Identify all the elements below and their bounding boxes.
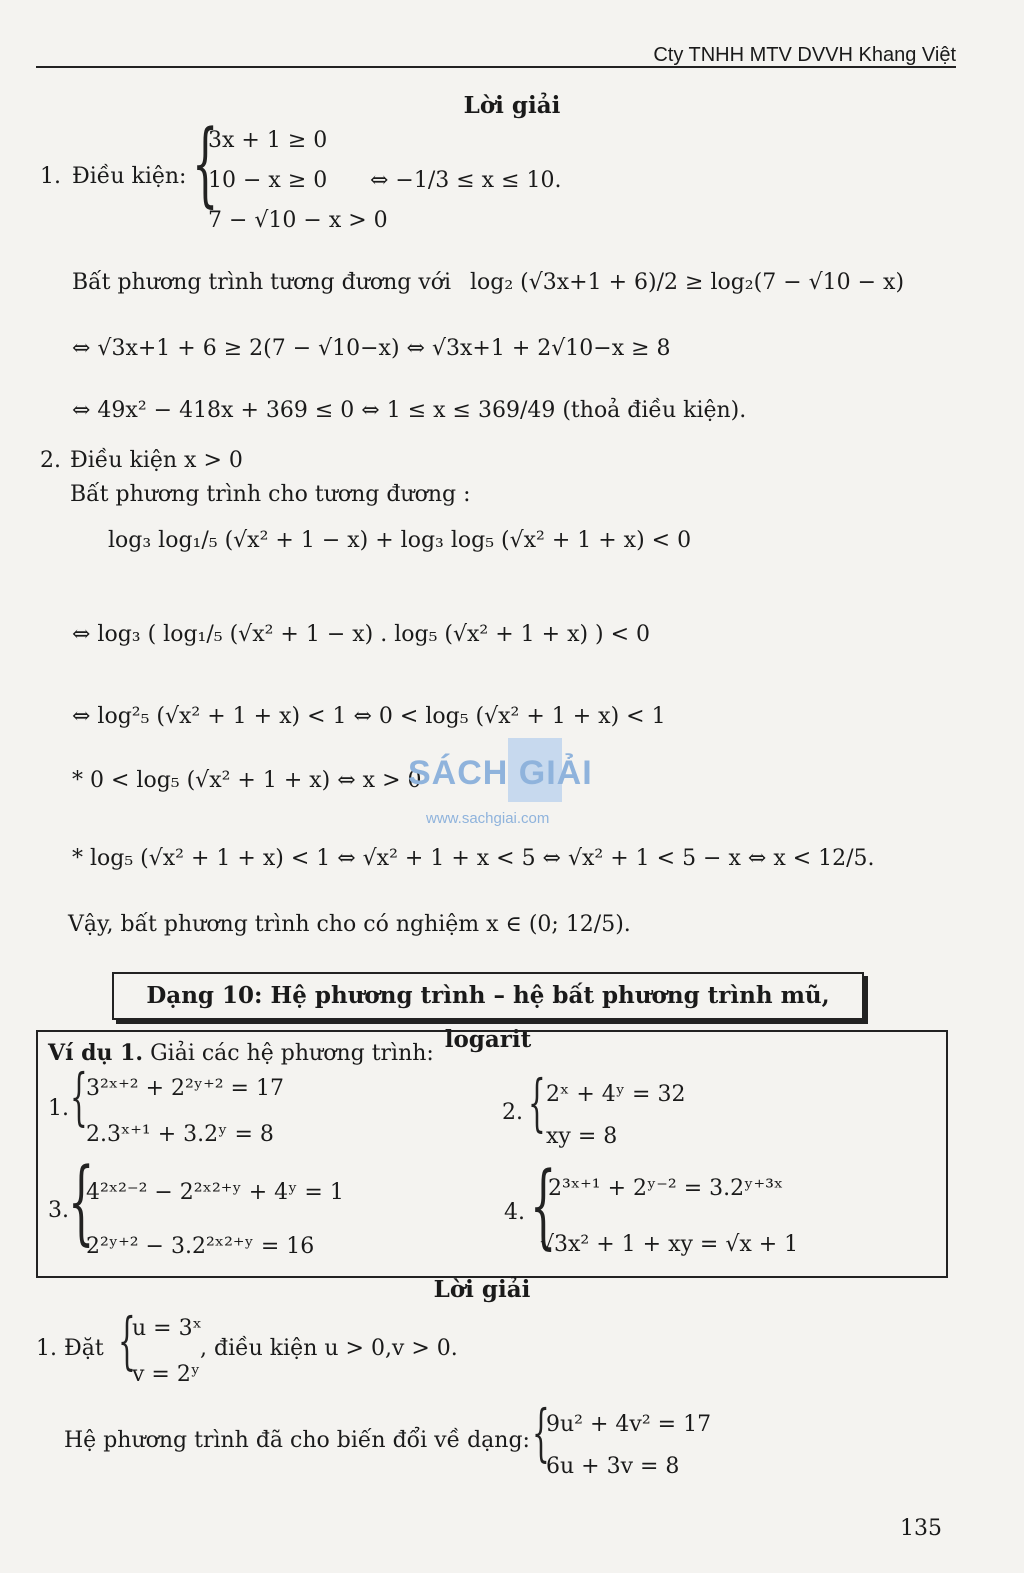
p1-brace: { [192,110,219,217]
example-item-3-row-2: 2²ʸ⁺² − 3.2²ˣ²⁺ʸ = 16 [86,1234,315,1259]
header-company: Cty TNHH MTV DVVH Khang Việt [653,44,956,66]
p1-step-1: ⇔ √3x+1 + 6 ≥ 2(7 − √10−x) ⇔ √3x+1 + 2√10−x ≥ 8 [72,336,671,361]
example-item-1-label: 1. [48,1096,69,1121]
p2-condition: Điều kiện x > 0 [70,448,243,473]
example-title-rest: Giải các hệ phương trình: [150,1041,434,1066]
p2-eq-5: * log₅ (√x² + 1 + x) < 1 ⇔ √x² + 1 + x < 5 ⇔ √x² + 1 < 5 − x ⇔ x < 12/5. [72,846,875,871]
example-item-2-label: 2. [502,1100,523,1125]
example-item-1-row-2: 2.3ˣ⁺¹ + 3.2ʸ = 8 [86,1122,274,1147]
p2-eq-3: ⇔ log²₅ (√x² + 1 + x) < 1 ⇔ 0 < log₅ (√x² + 1 + x) < 1 [72,704,666,729]
section-heading-dang-10: Dạng 10: Hệ phương trình – hệ bất phương trình mũ, logarit [112,972,864,1020]
p1-equiv-log: log₂ (√3x+1 + 6)/2 ≥ log₂(7 − √10 − x) [470,270,905,295]
watermark-url: www.sachgiai.com [426,810,550,827]
p1-sys-row-3: 7 − √10 − x > 0 [208,208,388,233]
example-item-1-row-1: 3²ˣ⁺² + 2²ʸ⁺² = 17 [86,1076,284,1101]
example-item-3-brace: { [68,1148,95,1255]
solution-title-2: Lời giải [433,1276,531,1303]
example-item-2-row-1: 2ˣ + 4ʸ = 32 [546,1082,686,1107]
example-item-4-label: 4. [504,1200,525,1225]
p1-sys-row-1: 3x + 1 ≥ 0 [208,128,328,153]
example-item-1-brace: { [70,1060,88,1133]
header-rule [36,66,956,68]
s2-sys2-row-1: 9u² + 4v² = 17 [546,1412,712,1437]
example-item-4-row-1: 2³ˣ⁺¹ + 2ʸ⁻² = 3.2ʸ⁺³ˣ [548,1176,784,1201]
solution-title-1: Lời giải [463,92,561,119]
watermark [408,738,614,830]
example-title [48,1040,434,1066]
example-item-4-row-2: √3x² + 1 + xy = √x + 1 [540,1232,799,1257]
p2-intro: Bất phương trình cho tương đương : [70,482,471,507]
s2-brace: { [118,1304,136,1377]
p1-label: 1. [40,164,61,189]
p2-conclusion: Vậy, bất phương trình cho có nghiệm x ∈ (0; 12/5). [68,912,631,937]
p1-step-2: ⇔ 49x² − 418x + 369 ≤ 0 ⇔ 1 ≤ x ≤ 369/49 (thoả điều kiện). [72,398,747,423]
p2-eq-2: ⇔ log₃ ( log₁/₅ (√x² + 1 − x) . log₅ (√x² + 1 + x) ) < 0 [72,622,651,647]
p2-eq-1: log₃ log₁/₅ (√x² + 1 − x) + log₃ log₅ (√x² + 1 + x) < 0 [108,528,692,553]
s2-sys2-row-2: 6u + 3v = 8 [546,1454,680,1479]
example-item-4-brace: { [530,1152,557,1259]
p2-eq-4: * 0 < log₅ (√x² + 1 + x) ⇔ x > 0 [72,768,422,793]
example-item-2-row-2: xy = 8 [546,1124,618,1149]
watermark-brand: SÁCH GIẢI [408,754,593,792]
s2-brace-2: { [532,1396,550,1469]
s2-dat: Đặt [64,1336,104,1361]
p1-sys-row-2: 10 − x ≥ 0 [208,168,328,193]
s2-sys-row-1: u = 3ˣ [132,1316,202,1341]
p1-condition-label: Điều kiện: [72,164,187,189]
page-number: 135 [900,1516,942,1541]
s2-intro: Hệ phương trình đã cho biến đổi về dạng: [64,1428,530,1453]
p1-condition-result: ⇔ −1/3 ≤ x ≤ 10. [370,168,562,193]
p2-label: 2. [40,448,61,473]
example-item-3-row-1: 4²ˣ²⁻² − 2²ˣ²⁺ʸ + 4ʸ = 1 [86,1180,344,1205]
s2-label: 1. [36,1336,57,1361]
s2-condition: , điều kiện u > 0,v > 0. [200,1336,458,1361]
p1-equiv-intro: Bất phương trình tương đương với [72,270,452,295]
example-item-2-brace: { [528,1066,546,1139]
s2-sys-row-2: v = 2ʸ [132,1362,201,1387]
example-item-3-label: 3. [48,1198,69,1223]
example-title-bold: Ví dụ 1. [48,1040,144,1066]
